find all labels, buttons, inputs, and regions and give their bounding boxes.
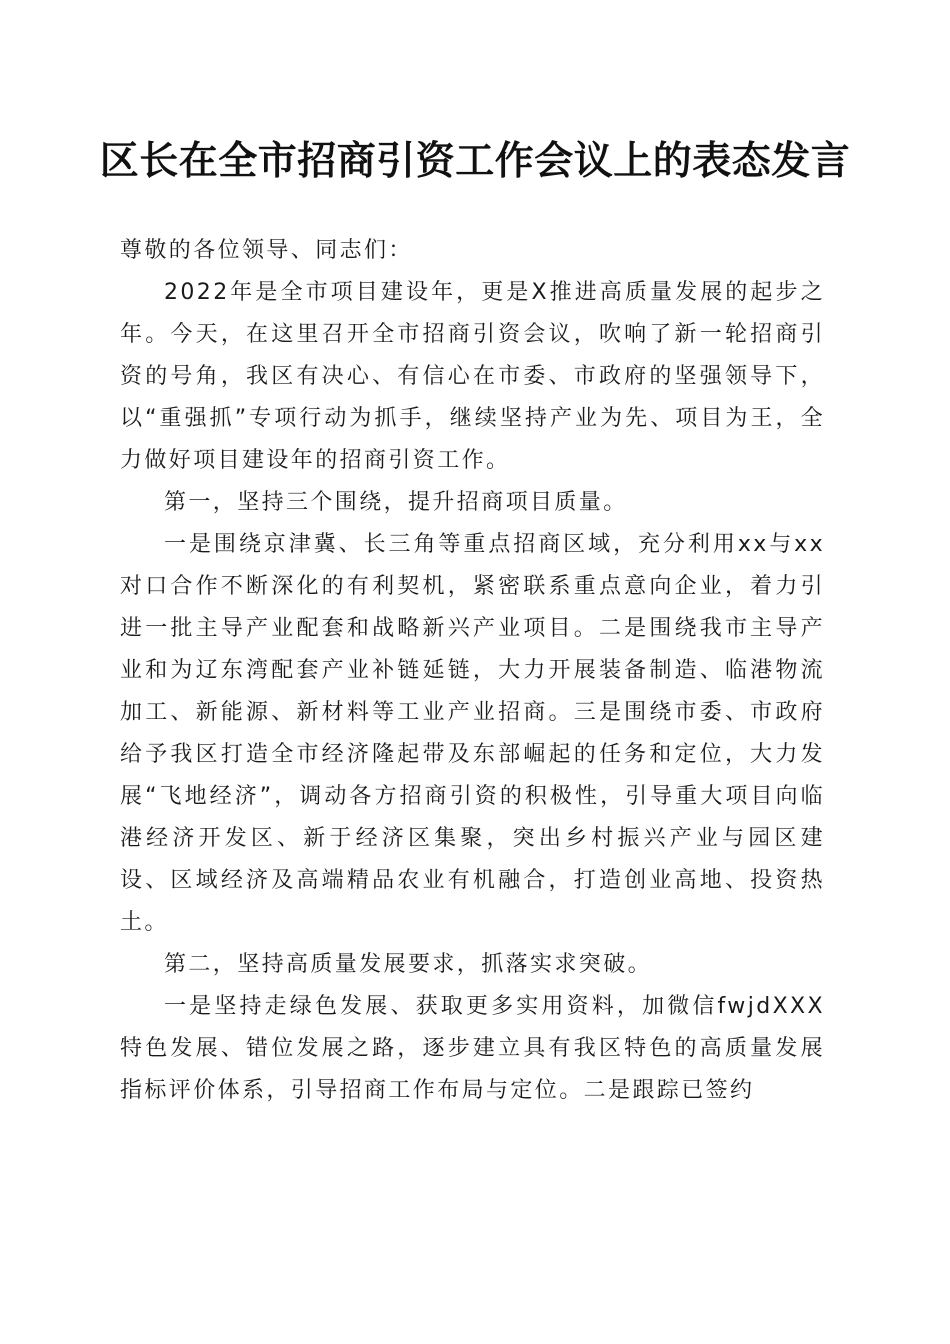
section-heading-1: 第一，坚持三个围绕，提升招商项目质量。 xyxy=(164,490,628,515)
salutation: 尊敬的各位领导、同志们： xyxy=(120,238,413,263)
document-title: 区长在全市招商引资工作会议上的表态发言 xyxy=(99,138,851,184)
paragraph-intro: 2022年是全市项目建设年，更是X推进高质量发展的起步之年。今天，在这里召开全市招商引资会议，吹响了新一轮招商引资的号角，我区有决心、有信心在市委、市政府的坚强领导下，以“重强抓”专项行动为抓手，继续坚持产业为先、项目为王，全力做好项目建设年的招商引资工作。 xyxy=(120,280,825,473)
document-body xyxy=(120,230,825,1112)
paragraph-section-2: 一是坚持走绿色发展、获取更多实用资料，加微信fwjdXXX特色发展、错位发展之路，逐步建立具有我区特色的高质量发展指标评价体系，引导招商工作布局与定位。二是跟踪已签约 xyxy=(120,994,825,1103)
section-heading-2: 第二，坚持高质量发展要求，抓落实求突破。 xyxy=(164,952,653,977)
paragraph-section-1: 一是围绕京津冀、长三角等重点招商区域，充分利用xx与xx对口合作不断深化的有利契机，紧密联系重点意向企业，着力引进一批主导产业配套和战略新兴产业项目。二是围绕我市主导产业和为辽东湾配套产业补链延链，大力开展装备制造、临港物流加工、新能源、新材料等工业产业招商。三是围绕市委、市政府给予我区打造全市经济隆起带及东部崛起的任务和定位，大力发展“飞地经济”，调动各方招商引资的积极性，引导重大项目向临港经济开发区、新于经济区集聚，突出乡村振兴产业与园区建设、区域经济及高端精品农业有机融合，打造创业高地、投资热土。 xyxy=(120,532,825,935)
